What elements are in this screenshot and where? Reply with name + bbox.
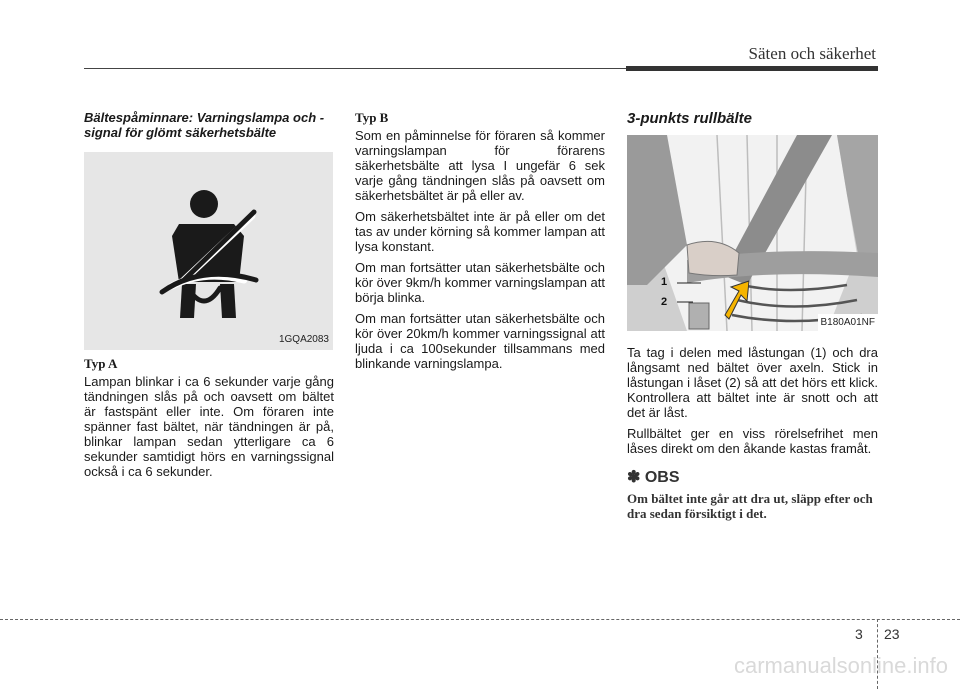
typ-b-label: Typ B [355, 110, 389, 125]
typ-a-paragraph: Lampan blinkar i ca 6 sekunder varje gång tändningen slås på och oavsett om bältet är fastspänt eller inte. Om föraren inte spänner fast bältet, när tändningen är på, blinkar lampan sedan ytterligare ca 6 sekunder samtidigt hörs en varningssignal också i ca 6 sekunder. [84, 374, 334, 479]
column-right [627, 110, 878, 521]
chapter-number: 3 [855, 626, 863, 642]
fastening-paragraph: Ta tag i delen med låstungan (1) och dra långsamt ned bältet över axeln. Stick in låstungan i låset (2) så att det hörs ett klick. Kontrollera att bältet inte är snott och att det är låst. [627, 345, 878, 420]
figure-code: 1GQA2083 [278, 334, 329, 345]
header-rule-bold [626, 66, 878, 71]
page-number: 23 [884, 626, 900, 642]
running-header-title: Säten och säkerhet [748, 44, 876, 63]
note-title: ✽ OBS [627, 469, 680, 486]
figure-label-1: 1 [661, 276, 668, 288]
column-left [84, 110, 334, 485]
footer-rule [0, 619, 960, 620]
seatbelt-reminder-heading: Bältespåminnare: Varningslampa och -signal för glömt säkerhetsbälte [84, 110, 325, 140]
figure-label-2: 2 [661, 296, 668, 308]
watermark: carmanualsonline.info [733, 653, 948, 678]
typ-b-paragraph: Om man fortsätter utan säkerhetsbälte och kör över 9km/h kommer varningslampan att börja blinka. [355, 260, 605, 305]
seatbelt-fastening-figure [627, 135, 878, 331]
typ-b-paragraph: Om man fortsätter utan säkerhetsbälte och kör över 20km/h kommer varningssignal att ljuda i ca 100sekunder tillsammans med blinkande varningslampa. [355, 311, 605, 371]
seatbelt-warning-figure [84, 152, 333, 350]
three-point-belt-heading: 3-punkts rullbälte [627, 110, 753, 127]
fastening-paragraph: Rullbältet ger en viss rörelsefrihet men låses direkt om den åkande kastas framåt. [627, 426, 878, 456]
figure-code: B180A01NF [818, 314, 878, 331]
note-text: Om bältet inte går att dra ut, släpp efter och dra sedan försiktigt i det. [627, 491, 873, 521]
header-rule [84, 68, 644, 69]
typ-a-label: Typ A [84, 356, 118, 371]
typ-b-paragraph: Som en påminnelse för föraren så kommer varningslampan för förarens säkerhetsbälte att lysa I ungefär 6 sek varje gång tändningen slås på oavsett om säkerhetsbältet är på eller av. [355, 128, 605, 203]
seatbelt-warning-icon [84, 152, 333, 350]
typ-b-paragraph: Om säkerhetsbältet inte är på eller om det tas av under körning så kommer lampan att lysa konstant. [355, 209, 606, 254]
column-middle [355, 110, 605, 377]
